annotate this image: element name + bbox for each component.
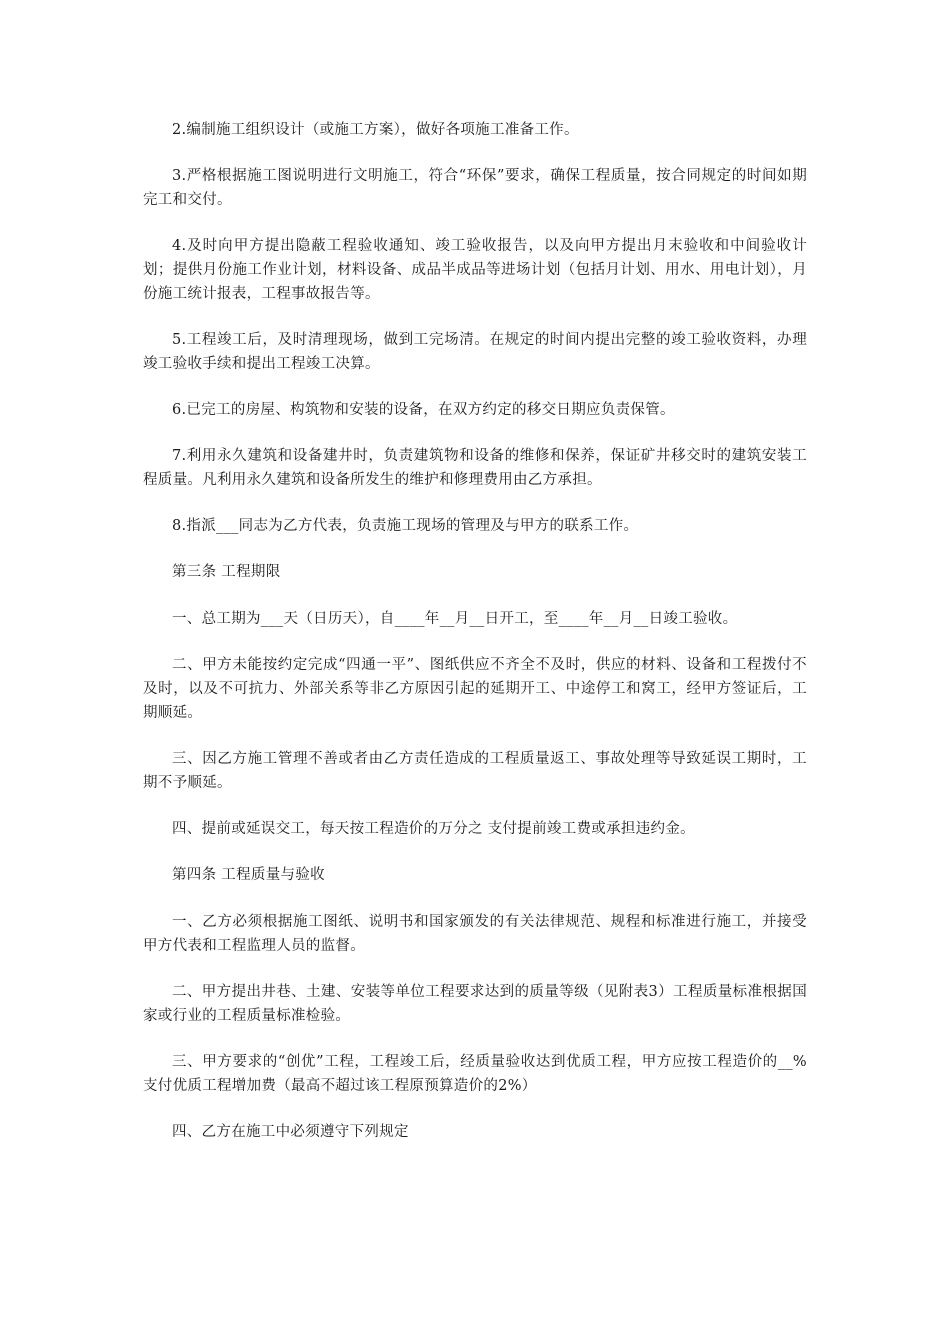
paragraph-item-6: 6.已完工的房屋、构筑物和安装的设备，在双方约定的移交日期应负责保管。	[172, 402, 675, 418]
article-4-heading: 第四条 工程质量与验收	[172, 867, 325, 883]
article-3-heading: 第三条 工程期限	[172, 564, 281, 580]
paragraph-item-7: 7.利用永久建筑和设备建井时，负责建筑物和设备的维修和保养，保证矿井移交时的建筑安装工程质量。凡利用永久建筑和设备所发生的维护和修理费用由乙方承担。	[143, 448, 807, 488]
contract-page	[143, 118, 807, 1166]
paragraph-article-3-2: 二、甲方未能按约定完成“四通一平”、图纸供应不齐全不及时，供应的材料、设备和工程拨付不及时，以及不可抗力、外部关系等非乙方原因引起的延期开工、中途停工和窝工，经甲方签证后，工期顺延。	[143, 657, 807, 721]
paragraph-article-3-4: 四、提前或延误交工，每天按工程造价的万分之 支付提前竣工费或承担违约金。	[172, 821, 695, 837]
paragraph-article-3-1: 一、总工期为___天（日历天），自____年__月__日开工，至____年__月__日竣工验收。	[172, 611, 738, 627]
paragraph-item-4: 4.及时向甲方提出隐蔽工程验收通知、竣工验收报告，以及向甲方提出月末验收和中间验收计划；提供月份施工作业计划，材料设备、成品半成品等进场计划（包括月计划、用水、用电计划），月份施工统计报表，工程事故报告等。	[143, 238, 807, 302]
paragraph-article-4-4: 四、乙方在施工中必须遵守下列规定	[172, 1124, 409, 1140]
paragraph-item-8: 8.指派___同志为乙方代表，负责施工现场的管理及与甲方的联系工作。	[172, 518, 639, 534]
paragraph-article-4-2: 二、甲方提出井巷、土建、安装等单位工程要求达到的质量等级（见附表3）工程质量标准根据国家或行业的工程质量标准检验。	[143, 984, 807, 1024]
paragraph-item-3: 3.严格根据施工图说明进行文明施工，符合“环保”要求，确保工程质量，按合同规定的时间如期完工和交付。	[143, 168, 807, 208]
paragraph-article-4-1: 一、乙方必须根据施工图纸、说明书和国家颁发的有关法律规范、规程和标准进行施工，并接受甲方代表和工程监理人员的监督。	[143, 914, 807, 954]
paragraph-article-3-3: 三、因乙方施工管理不善或者由乙方责任造成的工程质量返工、事故处理等导致延误工期时，工期不予顺延。	[143, 751, 807, 791]
paragraph-article-4-3: 三、甲方要求的“创优”工程，工程竣工后，经质量验收达到优质工程，甲方应按工程造价的__%支付优质工程增加费（最高不超过该工程原预算造价的2%）	[143, 1054, 807, 1094]
paragraph-item-2: 2.编制施工组织设计（或施工方案），做好各项施工准备工作。	[172, 122, 579, 138]
paragraph-item-5: 5.工程竣工后，及时清理现场，做到工完场清。在规定的时间内提出完整的竣工验收资料，办理竣工验收手续和提出工程竣工决算。	[143, 332, 807, 372]
